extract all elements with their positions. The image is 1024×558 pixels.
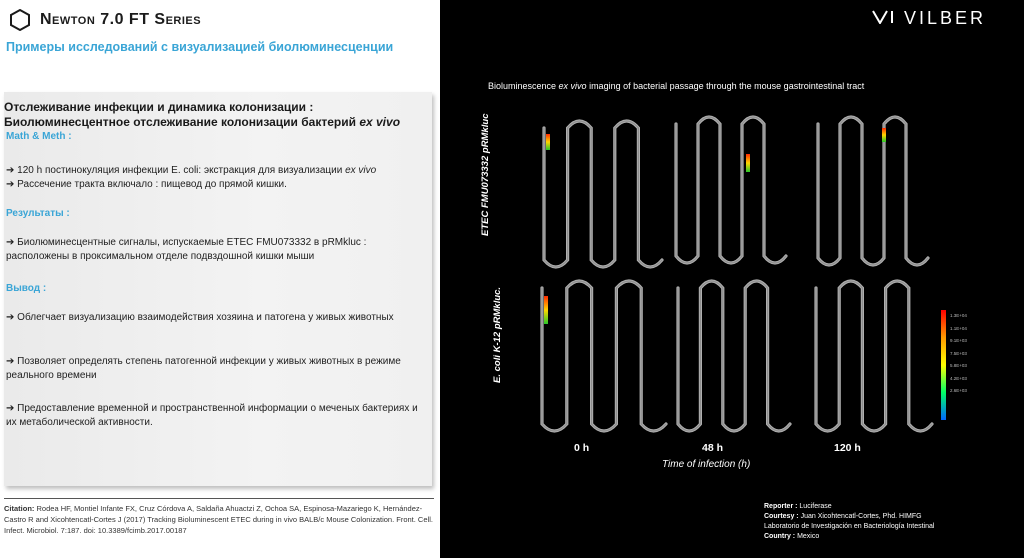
courtesy-info: Reporter : Luciferase Courtesy : Juan Xicohtencatl-Cortes, Phd. HIMFG Laboratorio de Investigación en Bacteriología Intestinal Country : Mexico — [764, 503, 935, 540]
row1-intestine-images — [544, 117, 928, 267]
section-results: Результаты : — [6, 208, 70, 219]
section-math-meth: Math & Meth : — [6, 131, 72, 142]
page-title: Newton 7.0 FT Series — [40, 11, 202, 28]
bullet-6: ➔ Предоставление временной и пространственной информации о меченых бактериях и их метаболической активности. — [6, 403, 418, 428]
card-heading — [4, 100, 424, 130]
colorbar-ticks: 1.3E+04 1.1E+04 9.1E+03 7.5E+03 5.8E+03 4.2E+03 2.6E+03 — [950, 313, 967, 393]
heading-line2: Биолюминесцентное отслеживание колонизации бактерий ex vivo — [4, 115, 401, 129]
image-caption: Bioluminescence ex vivo imaging of bacterial passage through the mouse gastrointestinal tract — [488, 81, 865, 91]
section-conclusion: Вывод : — [6, 283, 47, 294]
page-subtitle: Примеры исследований с визуализацией биолюминесценции — [6, 40, 394, 54]
time-axis-label: Time of infection (h) — [662, 459, 751, 470]
row1-label: ETEC FMU073332 pRMkluc — [480, 113, 491, 236]
bullet-3: ➔ Биолюминесцентные сигналы, испускаемые ETEC FMU073332 в pRMkluc : расположены в проксимальном отделе подвздошной кишки мыши — [6, 237, 367, 262]
vilber-logo: VILBER — [872, 8, 986, 29]
time-label-48h: 48 h — [702, 442, 724, 454]
bullet-4: ➔ Облегчает визуализацию взаимодействия хозяина и патогена у живых животных — [6, 312, 394, 323]
bullet-2: ➔ Рассечение тракта включало : пищевод до прямой кишки. — [6, 179, 287, 190]
hexagon-icon — [10, 9, 30, 31]
bullet-1: ➔ 120 h постинокуляция инфекции E. coli: экстракция для визуализации ex vivo — [6, 165, 377, 176]
luminescence-colorbar — [941, 310, 946, 420]
citation: Citation: Rodea HF, Montiel Infante FX, Cruz Córdova A, Saldaña Ahuactzi Z, Ochoa SA, Espinosa-Mazariego K, Hernández-Castro R and Xicohtencatl-Cortes J (2017) Tracking Bioluminescent ETEC during in vivo BALB/c Mouse Colonization. Front. Cell. Infect. Microbiol. 7:187. doi: 10.3389/fcimb.2017.00187 — [4, 498, 434, 536]
row2-label: E. coli K-12 pRMkluc. — [492, 286, 503, 383]
row2-intestine-images — [542, 281, 932, 431]
heading-line1: Отслеживание инфекции и динамика колонизации : — [4, 100, 314, 114]
gastrointestinal-tract-images — [440, 0, 1024, 558]
time-label-0h: 0 h — [574, 442, 590, 454]
left-panel — [0, 0, 440, 558]
bullet-5: ➔ Позволяет определять степень патогенной инфекции у живых животных в режиме реального времени — [6, 356, 401, 381]
time-label-120h: 120 h — [834, 442, 861, 454]
right-panel — [440, 0, 1024, 558]
